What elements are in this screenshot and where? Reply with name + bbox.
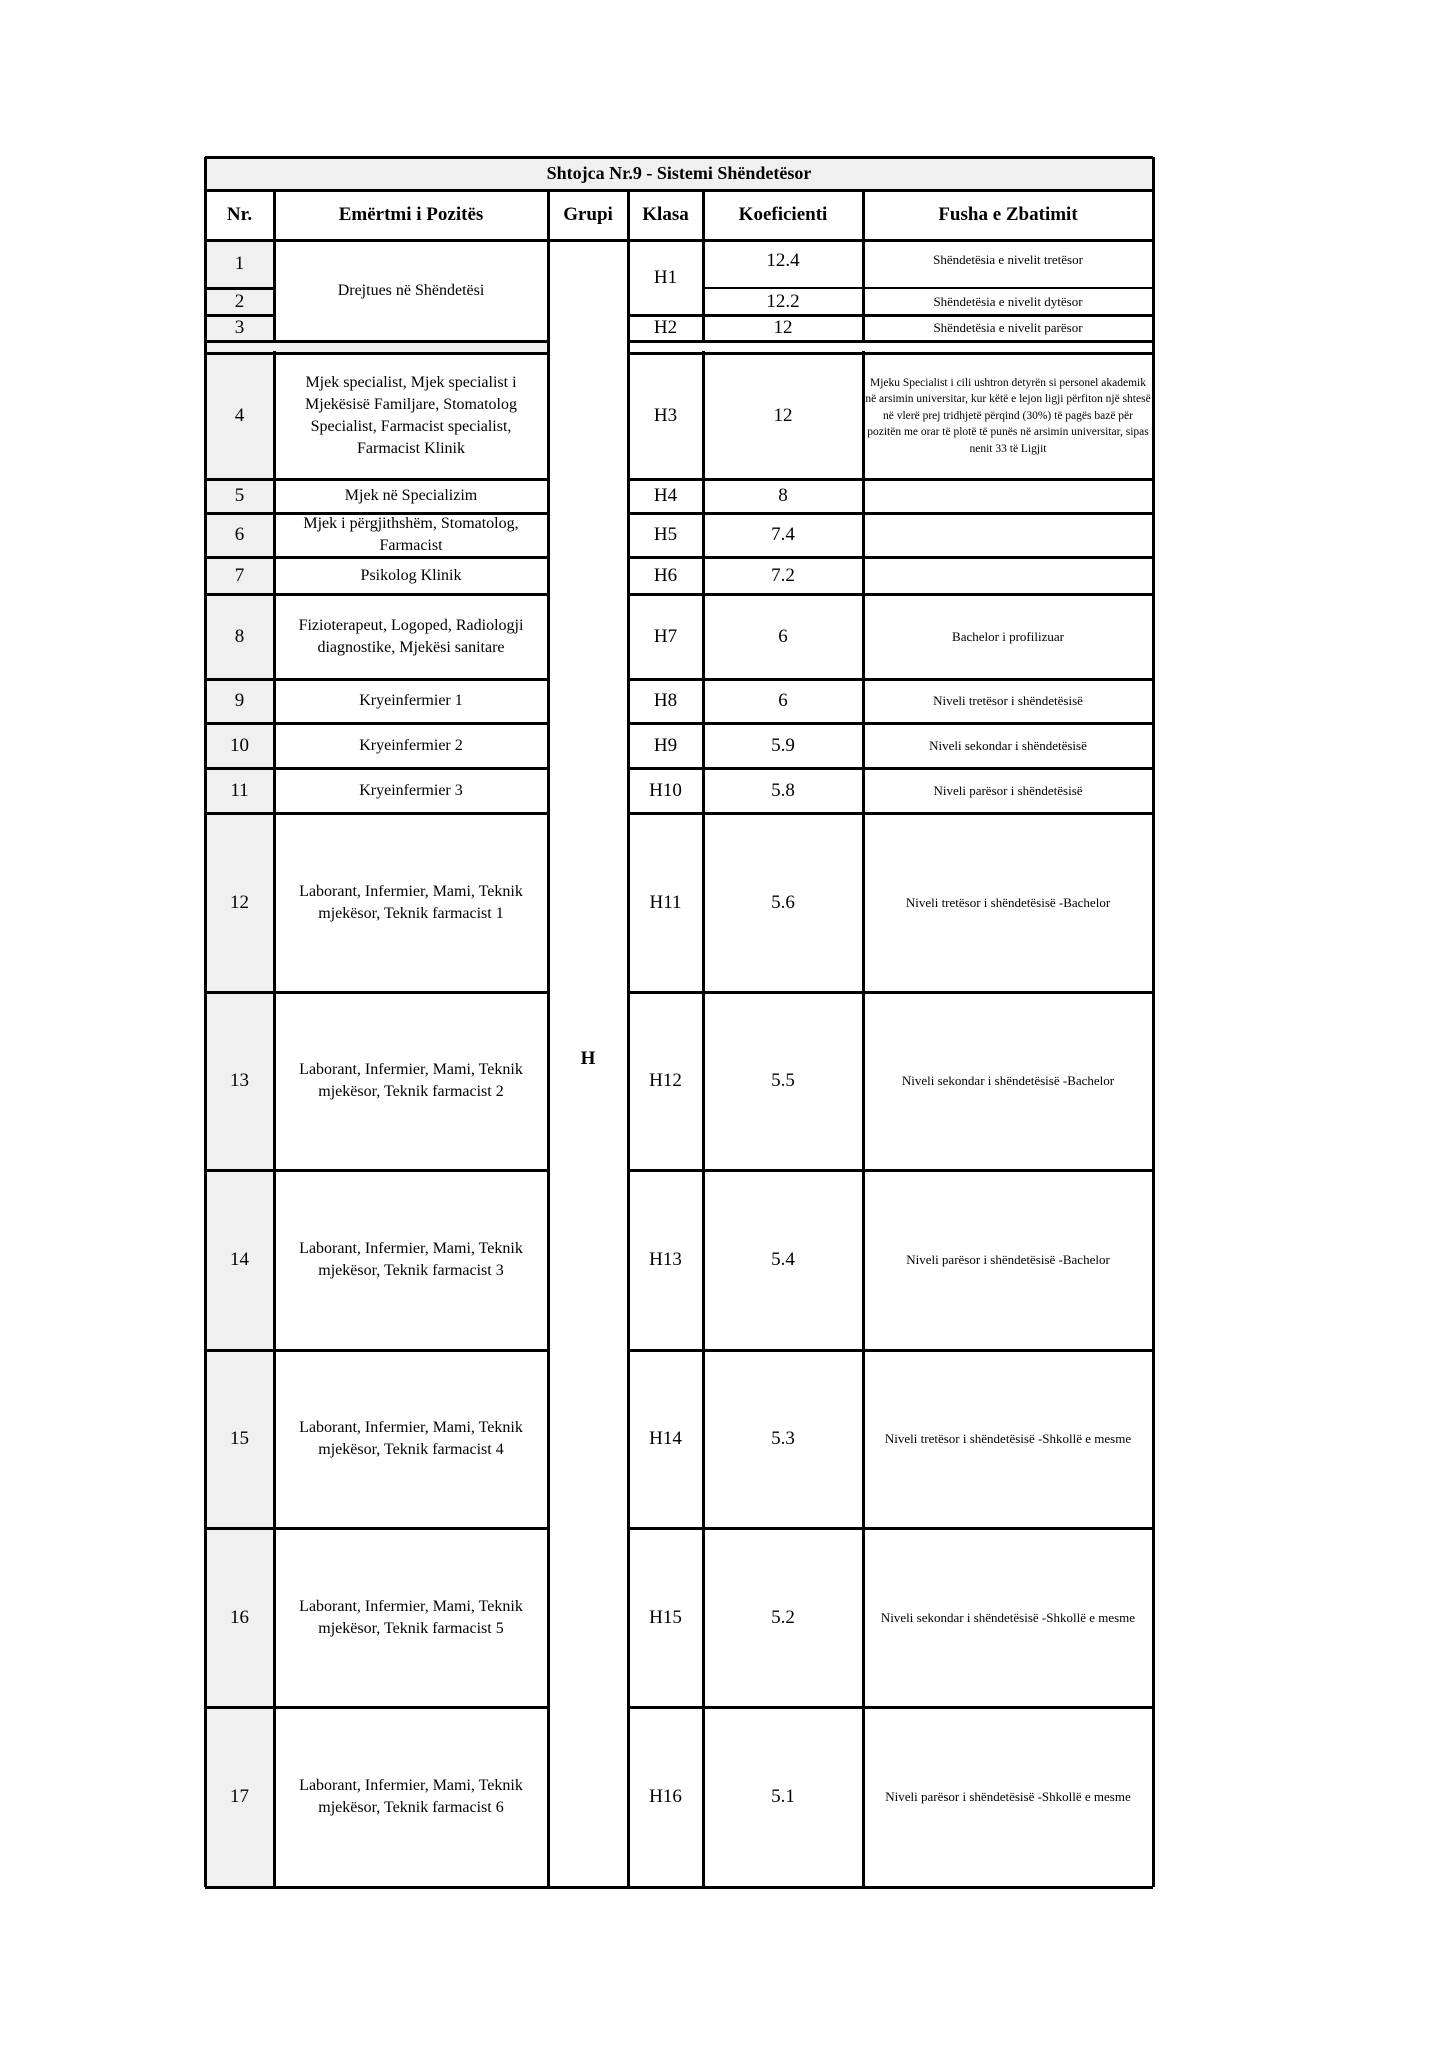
row-koef-text: 12.4 xyxy=(766,250,800,271)
row-nr xyxy=(205,1707,274,1887)
row-name xyxy=(274,813,548,992)
row-name xyxy=(274,479,548,513)
table-border xyxy=(205,512,548,515)
row-nr-text: 16 xyxy=(230,1606,249,1628)
row-koef-text: 12.2 xyxy=(766,290,800,312)
table-border xyxy=(205,1169,548,1172)
header-klasa-text: Klasa xyxy=(642,204,689,225)
row-fusha xyxy=(863,1528,1153,1707)
outer-border-left xyxy=(204,157,207,1887)
row-fusha-text: Niveli parësor i shëndetësisë -Shkollë e mesme xyxy=(885,1789,1131,1804)
row-koef xyxy=(703,768,863,813)
table-border xyxy=(627,190,630,1887)
table-title xyxy=(205,157,1153,190)
row-nr-text: 9 xyxy=(234,690,245,711)
table-title-text: Shtojca Nr.9 - Sistemi Shëndetësor xyxy=(546,163,812,183)
row-name-text: Laborant, Infermier, Mami, Teknik mjekësor, Teknik farmacist 3 xyxy=(299,1240,523,1279)
row-klasa-text: H2 xyxy=(653,317,678,338)
row-klasa xyxy=(628,594,703,679)
row-name xyxy=(274,557,548,594)
table-border xyxy=(205,812,548,815)
table-border xyxy=(628,593,1153,596)
table-border xyxy=(628,512,1153,515)
row-koef-text: 5.6 xyxy=(771,891,795,913)
row-name xyxy=(274,353,548,479)
spacer-gap xyxy=(701,343,705,351)
table-border xyxy=(703,287,1153,289)
row-nr xyxy=(205,594,274,679)
row-fusha xyxy=(863,992,1153,1170)
row-klasa xyxy=(628,768,703,813)
row-fusha-text: Shëndetësia e nivelit parësor xyxy=(933,320,1083,335)
row-nr xyxy=(205,1170,274,1350)
row-koef xyxy=(703,594,863,679)
row-klasa-text: H9 xyxy=(653,734,678,756)
row-koef-text: 8 xyxy=(778,485,788,506)
row-koef-text: 5.4 xyxy=(771,1249,795,1270)
table-border xyxy=(205,239,1153,242)
row-nr-text: 8 xyxy=(234,625,245,647)
row-nr-text: 1 xyxy=(234,253,245,274)
row-name-text: Mjek i përgjithshëm, Stomatolog, Farmacist xyxy=(303,515,519,554)
row-name xyxy=(274,723,548,768)
row-nr-text: 10 xyxy=(230,734,249,756)
row-klasa xyxy=(628,723,703,768)
row-name-text: Kryeinfermier 2 xyxy=(359,736,463,754)
table-border xyxy=(628,767,1153,770)
table-border xyxy=(205,287,274,290)
row-fusha xyxy=(863,479,1153,513)
row-fusha-text: Niveli sekondar i shëndetësisë xyxy=(929,737,1087,753)
row-klasa xyxy=(628,992,703,1170)
header-nr xyxy=(205,190,274,240)
row-nr-text: 14 xyxy=(230,1249,249,1270)
row-nr xyxy=(205,768,274,813)
row-fusha-text: Niveli parësor i shëndetësisë -Bachelor xyxy=(906,1252,1110,1267)
row-nr-text: 12 xyxy=(230,891,249,913)
table-border xyxy=(547,190,550,1887)
row-name xyxy=(274,1350,548,1528)
row-nr-text: 13 xyxy=(230,1070,249,1091)
row-name-text: Mjek në Specializim xyxy=(344,487,478,504)
grupi-cell xyxy=(548,240,628,1887)
row-name-text: Drejtues në Shëndetësi xyxy=(337,281,485,299)
row-klasa-text: H14 xyxy=(649,1428,682,1449)
table-border xyxy=(205,1527,548,1530)
row-koef xyxy=(703,513,863,557)
table-border xyxy=(205,1349,548,1352)
row-nr-text: 11 xyxy=(230,779,249,801)
table-border xyxy=(628,1169,1153,1172)
row-koef-text: 7.2 xyxy=(771,564,795,586)
row-fusha xyxy=(863,1350,1153,1528)
row-nr xyxy=(205,557,274,594)
row-klasa-text: H15 xyxy=(649,1606,682,1628)
outer-border-top xyxy=(205,156,1153,159)
row-koef-text: 12 xyxy=(773,405,793,426)
row-nr xyxy=(205,813,274,992)
row-koef xyxy=(703,992,863,1170)
row-nr xyxy=(205,723,274,768)
row-fusha xyxy=(863,288,1153,315)
row-koef xyxy=(703,1350,863,1528)
table-border xyxy=(628,478,1153,481)
row-nr-text: 3 xyxy=(234,317,245,338)
row-name xyxy=(274,1170,548,1350)
table-border xyxy=(205,556,548,559)
row-name xyxy=(274,1707,548,1887)
row-koef xyxy=(703,1170,863,1350)
row-klasa xyxy=(628,1170,703,1350)
row-name xyxy=(274,1528,548,1707)
row-klasa xyxy=(628,557,703,594)
header-name xyxy=(274,190,548,240)
row-klasa xyxy=(628,353,703,479)
header-name-text: Emërtmi i Pozitës xyxy=(338,204,484,225)
row-fusha-text: Shëndetësia e nivelit dytësor xyxy=(933,293,1083,309)
table-border xyxy=(205,991,548,994)
table-border xyxy=(628,722,1153,725)
row-koef-text: 6 xyxy=(778,690,788,711)
outer-border-right xyxy=(1152,157,1155,1887)
header-fusha-text: Fusha e Zbatimit xyxy=(938,204,1078,225)
row-nr xyxy=(205,1528,274,1707)
row-koef xyxy=(703,240,863,288)
table-border xyxy=(205,1706,548,1709)
row-klasa xyxy=(628,679,703,723)
row-klasa-text: H4 xyxy=(653,485,678,506)
row-nr-text: 4 xyxy=(234,405,245,426)
row-klasa xyxy=(628,813,703,992)
row-fusha-text: Niveli tretësor i shëndetësisë -Shkollë e mesme xyxy=(884,1431,1132,1446)
spacer-gap xyxy=(272,343,276,351)
row-koef xyxy=(703,557,863,594)
row-klasa-text: H5 xyxy=(653,524,678,545)
row-fusha xyxy=(863,513,1153,557)
row-koef-text: 5.1 xyxy=(771,1786,795,1807)
row-koef-text: 5.2 xyxy=(771,1606,795,1628)
table-border xyxy=(702,190,705,1887)
row-name xyxy=(274,992,548,1170)
row-name-text: Psikolog Klinik xyxy=(360,566,462,584)
row-koef-text: 5.9 xyxy=(771,734,795,756)
row-name-text: Laborant, Infermier, Mami, Teknik mjekësor, Teknik farmacist 4 xyxy=(299,1419,523,1458)
row-klasa-text: H1 xyxy=(653,266,678,288)
row-nr xyxy=(205,513,274,557)
row-koef xyxy=(703,1528,863,1707)
row-fusha xyxy=(863,557,1153,594)
row-name-text: Laborant, Infermier, Mami, Teknik mjekësor, Teknik farmacist 6 xyxy=(299,1777,523,1816)
table-border xyxy=(205,593,548,596)
row-klasa-text: H8 xyxy=(653,690,678,711)
row-fusha xyxy=(863,768,1153,813)
table-border xyxy=(628,1706,1153,1709)
row-koef-text: 5.8 xyxy=(771,779,795,801)
row-klasa xyxy=(628,1528,703,1707)
row-name xyxy=(274,594,548,679)
header-fusha xyxy=(863,190,1153,240)
row-fusha-text: Shëndetësia e nivelit tretësor xyxy=(933,252,1083,267)
row-fusha-text: Niveli sekondar i shëndetësisë -Shkollë e mesme xyxy=(880,1609,1136,1625)
row-name-text: Mjek specialist, Mjek specialist i Mjekësisë Familjare, Stomatolog Specialist, Farmacist specialist, Farmacist Klinik xyxy=(305,374,517,457)
row-klasa-text: H7 xyxy=(653,625,678,647)
row-klasa-text: H6 xyxy=(653,564,678,586)
row-name xyxy=(274,768,548,813)
header-koef xyxy=(703,190,863,240)
row-koef xyxy=(703,288,863,315)
row-fusha xyxy=(863,1170,1153,1350)
row-nr-text: 2 xyxy=(234,290,245,312)
table-border xyxy=(862,190,865,1887)
row-nr xyxy=(205,479,274,513)
row-koef-text: 5.3 xyxy=(771,1428,795,1449)
row-fusha-text: Niveli tretësor i shëndetësisë -Bachelor xyxy=(905,894,1111,910)
row-nr xyxy=(205,353,274,479)
row-name xyxy=(274,679,548,723)
row-fusha-text: Niveli parësor i shëndetësisë xyxy=(933,782,1083,798)
row-fusha xyxy=(863,723,1153,768)
row-koef xyxy=(703,679,863,723)
table-border xyxy=(628,340,1153,343)
row-klasa xyxy=(628,240,703,315)
table-border xyxy=(628,812,1153,815)
table-border xyxy=(273,190,276,1887)
row-koef xyxy=(703,315,863,341)
row-name xyxy=(274,240,548,341)
row-klasa-text: H12 xyxy=(649,1070,682,1091)
row-klasa-text: H16 xyxy=(649,1786,682,1807)
table-border xyxy=(205,678,548,681)
row-fusha xyxy=(863,1707,1153,1887)
table-border xyxy=(628,678,1153,681)
row-koef xyxy=(703,1707,863,1887)
table-border xyxy=(628,314,1153,317)
row-nr xyxy=(205,240,274,288)
table-border xyxy=(628,556,1153,559)
row-nr-text: 17 xyxy=(230,1786,249,1807)
table-border xyxy=(205,767,548,770)
table-border xyxy=(205,478,548,481)
outer-border-bottom xyxy=(205,1886,1153,1889)
row-koef-text: 6 xyxy=(778,625,788,647)
table-border xyxy=(628,1349,1153,1352)
row-name xyxy=(274,513,548,557)
row-fusha xyxy=(863,240,1153,288)
row-koef-text: 12 xyxy=(773,317,793,338)
row-klasa xyxy=(628,1350,703,1528)
row-fusha-text: Bachelor i profilizuar xyxy=(952,628,1064,644)
row-nr xyxy=(205,315,274,341)
header-koef-text: Koeficienti xyxy=(738,204,828,225)
row-klasa xyxy=(628,513,703,557)
table-border xyxy=(628,1527,1153,1530)
row-fusha xyxy=(863,594,1153,679)
row-nr-text: 15 xyxy=(230,1428,249,1449)
row-fusha-text: Niveli sekondar i shëndetësisë -Bachelor xyxy=(901,1073,1115,1088)
row-koef xyxy=(703,479,863,513)
header-nr-text: Nr. xyxy=(226,204,253,225)
row-name-text: Kryeinfermier 1 xyxy=(359,692,463,709)
grupi-cell-text: H xyxy=(580,1048,596,1069)
header-klasa xyxy=(628,190,703,240)
row-fusha-text: Niveli tretësor i shëndetësisë xyxy=(933,693,1083,708)
row-nr-text: 7 xyxy=(234,564,245,586)
row-klasa-text: H10 xyxy=(649,779,682,801)
row-fusha-text: Mjeku Specialist i cili ushtron detyrën si personel akademik në arsimin universitar, kur këtë e lejon ligji përfiton një shtesë në vlerë prej tridhjetë përqind (30%) të pagës bazë për pozitën me orar të plotë të punës në arsimin universitar, sipas nenit 33 të Ligjit xyxy=(865,376,1151,455)
row-koef xyxy=(703,353,863,479)
header-grupi xyxy=(548,190,628,240)
row-nr xyxy=(205,679,274,723)
row-koef-text: 7.4 xyxy=(771,524,795,545)
table-border xyxy=(205,314,274,317)
table-border xyxy=(205,722,548,725)
row-klasa-text: H13 xyxy=(649,1249,682,1270)
row-nr xyxy=(205,1350,274,1528)
row-klasa-text: H11 xyxy=(649,891,682,913)
table-border xyxy=(205,340,548,343)
row-name-text: Kryeinfermier 3 xyxy=(359,781,463,799)
row-name-text: Fizioterapeut, Logoped, Radiologji diagnostike, Mjekësi sanitare xyxy=(298,616,524,656)
table-border xyxy=(205,352,548,355)
row-koef xyxy=(703,813,863,992)
row-fusha xyxy=(863,679,1153,723)
row-name-text: Laborant, Infermier, Mami, Teknik mjekësor, Teknik farmacist 1 xyxy=(299,882,523,922)
table-border xyxy=(628,991,1153,994)
table-border xyxy=(628,352,1153,355)
row-name-text: Laborant, Infermier, Mami, Teknik mjekësor, Teknik farmacist 5 xyxy=(299,1597,523,1637)
row-klasa xyxy=(628,479,703,513)
row-nr-text: 6 xyxy=(234,524,245,545)
row-fusha xyxy=(863,315,1153,341)
row-koef xyxy=(703,723,863,768)
row-fusha xyxy=(863,813,1153,992)
row-koef-text: 5.5 xyxy=(771,1070,795,1091)
row-name-text: Laborant, Infermier, Mami, Teknik mjekësor, Teknik farmacist 2 xyxy=(299,1061,523,1100)
spacer-gap xyxy=(861,343,865,351)
row-klasa xyxy=(628,315,703,341)
header-grupi-text: Grupi xyxy=(563,204,613,225)
row-nr xyxy=(205,992,274,1170)
row-nr xyxy=(205,288,274,315)
row-fusha xyxy=(863,353,1153,479)
row-klasa xyxy=(628,1707,703,1887)
row-nr-text: 5 xyxy=(234,485,245,506)
row-klasa-text: H3 xyxy=(653,405,678,426)
table-border xyxy=(205,189,1153,192)
